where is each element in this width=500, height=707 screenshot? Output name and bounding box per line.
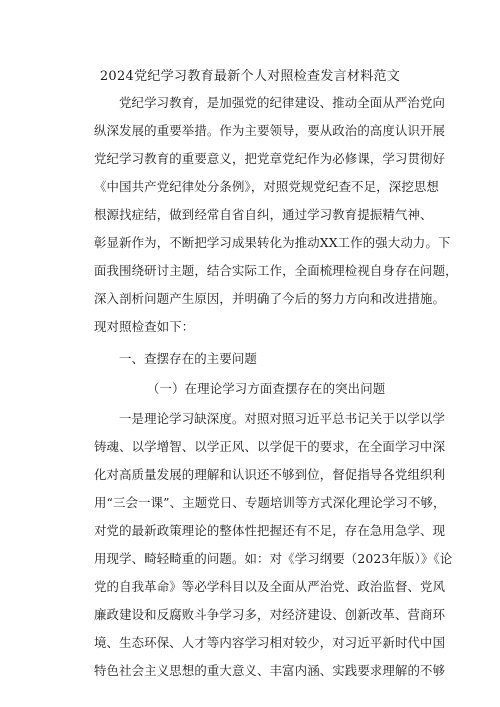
paragraph-line: 用现学、畸轻畸重的问题。如：对《学习纲要（2023年版）》《论: [94, 551, 453, 566]
paragraph-line: 对党的最新政策理论的整体性把握还有不足，存在急用急学、现: [94, 523, 446, 538]
paragraph-line: 特色社会主义思想的重大意义、丰富内涵、实践要求理解的不够: [94, 663, 446, 678]
paragraph-line: 现对照检查如下：: [94, 319, 195, 334]
paragraph-line: 用“三会一课”、主题党日、专题培训等方式深化理论学习不够，: [94, 495, 446, 510]
paragraph-line: 彰显新作为，不断把学习成果转化为推动XX工作的强大动力。下: [94, 235, 451, 250]
paragraph-line: 境、生态环保、人才等内容学习相对较少，对习近平新时代中国: [94, 635, 446, 650]
paragraph-line: 党的自我革命》等必学科目以及全面从严治党、政治监督、党风: [94, 579, 446, 594]
paragraph-line: 深入剖析问题产生原因，并明确了今后的努力方向和改进措施。: [94, 291, 446, 306]
subsection-heading: （一）在理论学习方面查摆存在的突出问题: [147, 381, 386, 396]
paragraph-line: 铸魂、以学增智、以学正风、以学促干的要求，在全面学习中深: [94, 439, 446, 454]
paragraph-line: 一是理论学习缺深度。对照对照习近平总书记关于以学以学: [119, 411, 446, 426]
paragraph-line: 面我围绕研讨主题，结合实际工作，全面梳理检视自身存在问题，: [94, 263, 458, 278]
paragraph-line: 党纪学习教育的重要意义，把党章党纪作为必修课，学习贯彻好: [94, 151, 446, 166]
paragraph-line: 根源找症结，做到经常自省自纠，通过学习教育提振精气神、: [94, 207, 433, 222]
paragraph-line: 《中国共产党纪律处分条例》，对照党规党纪查不足，深挖思想: [94, 179, 439, 194]
paragraph-line: 化对高质量发展的理解和认识还不够到位，督促指导各党组织利: [94, 467, 446, 482]
paragraph-line: 党纪学习教育，是加强党的纪律建设、推动全面从严治党向: [119, 95, 446, 110]
section-heading: 一、查摆存在的主要问题: [119, 351, 257, 366]
paragraph-line: 廉政建设和反腐败斗争学习多，对经济建设、创新改革、营商环: [94, 607, 446, 622]
document-title: 2024党纪学习教育最新个人对照检查发言材料范文: [99, 69, 401, 84]
paragraph-line: 纵深发展的重要举措。作为主要领导，要从政治的高度认识开展: [94, 123, 446, 138]
